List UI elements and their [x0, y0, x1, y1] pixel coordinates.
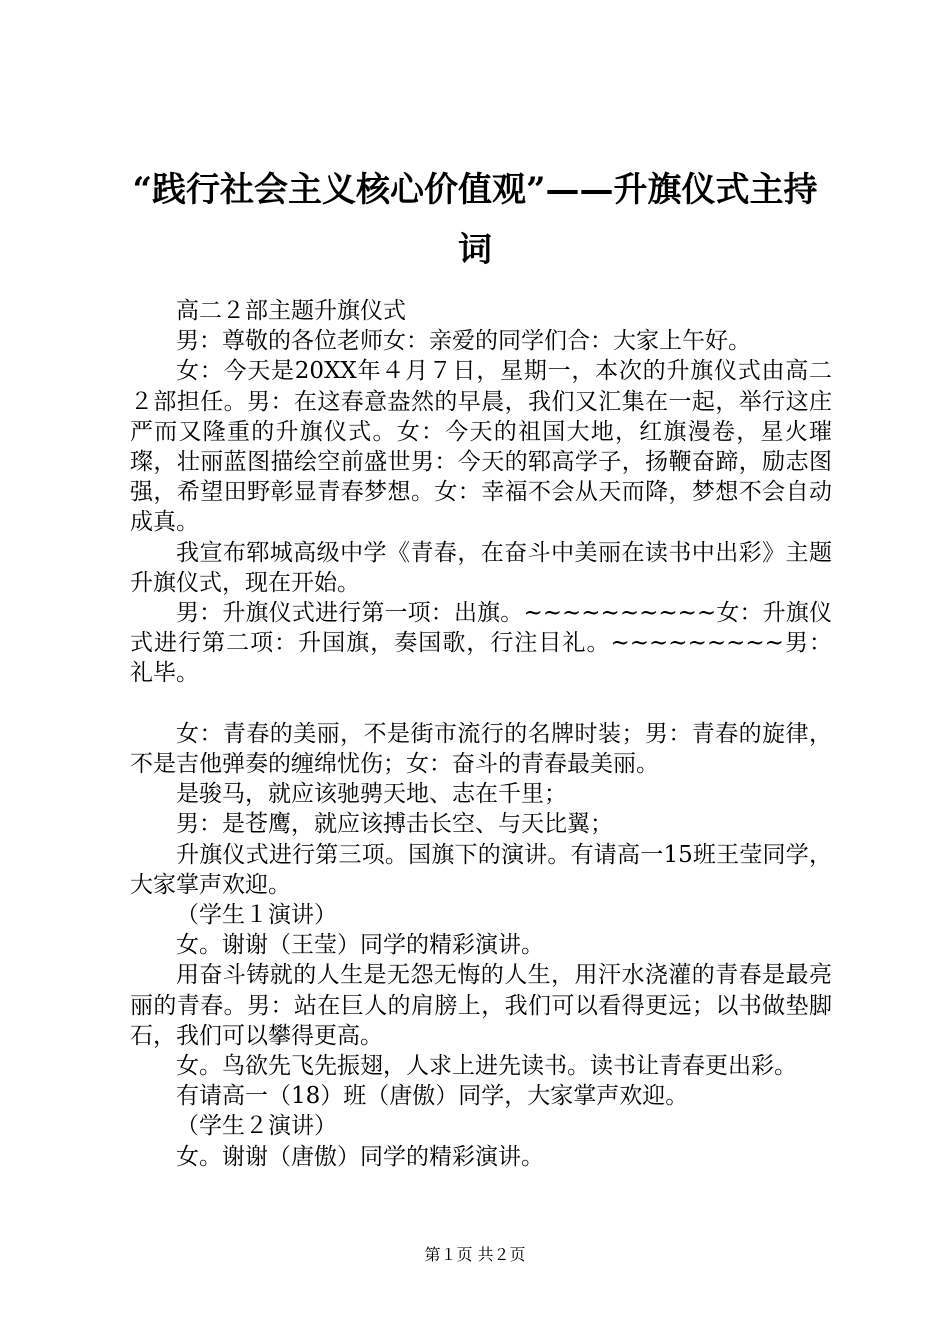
paragraph: 女：今天是20XX年４月７日，星期一，本次的升旗仪式由高二２部担任。男：在这春意盎然的早晨，我们又汇集在一起，举行这庄严而又隆重的升旗仪式。女：今天的祖国大地，红旗漫卷，星火璀璨，壮丽蓝图描绘空前盛世男：今天的郓高学子，扬鞭奋蹄，励志图强，希望田野彰显青春梦想。女：幸福不会从天而降，梦想不会自动成真。	[130, 358, 832, 536]
paragraph: 升旗仪式进行第三项。国旗下的演讲。有请高一15班王莹同学，大家掌声欢迎。	[130, 841, 832, 898]
blank-line	[130, 689, 832, 719]
paragraph: 女。鸟欲先飞先振翅，人求上进先读书。读书让青春更出彩。	[176, 1053, 797, 1080]
paragraph: 用奋斗铸就的人生是无怨无悔的人生，用汗水浇灌的青春是最亮丽的青春。男：站在巨人的肩膀上，我们可以看得更远；以书做垫脚石，我们可以攀得更高。	[130, 962, 832, 1049]
paragraph: 是骏马，就应该驰骋天地、志在千里；	[176, 781, 567, 808]
paragraph: 女。谢谢（王莹）同学的精彩演讲。	[176, 932, 544, 959]
paragraph: 女。谢谢（唐傲）同学的精彩演讲。	[176, 1143, 544, 1170]
paragraph: 男：尊敬的各位老师女：亲爱的同学们合：大家上午好。	[176, 328, 751, 355]
document-title: “践行社会主义核心价值观”——升旗仪式主持词	[132, 170, 818, 270]
paragraph: 有请高一（18）班（唐傲）同学，大家掌声欢迎。	[176, 1083, 689, 1110]
paragraph: 女：青春的美丽，不是街市流行的名牌时装；男：青春的旋律，不是吉他弹奏的缠绵忧伤；女：奋斗的青春最美丽。	[130, 720, 832, 778]
document-body	[130, 296, 832, 1172]
paragraph: 男：升旗仪式进行第一项：出旗。~~~~~~~~~~女：升旗仪式进行第二项：升国旗，奏国歌，行注目礼。~~~~~~~~~男：礼毕。	[130, 600, 832, 687]
paragraph: 我宣布郓城高级中学《青春，在奋斗中美丽在读书中出彩》主题升旗仪式，现在开始。	[130, 539, 832, 596]
paragraph: 高二２部主题升旗仪式	[176, 298, 406, 324]
page-footer: 第１页 共２页	[424, 1245, 526, 1264]
paragraph: （学生１演讲）	[176, 902, 337, 929]
paragraph: 男：是苍鹰，就应该搏击长空、与天比翼；	[176, 811, 613, 838]
paragraph: （学生２演讲）	[176, 1113, 337, 1140]
